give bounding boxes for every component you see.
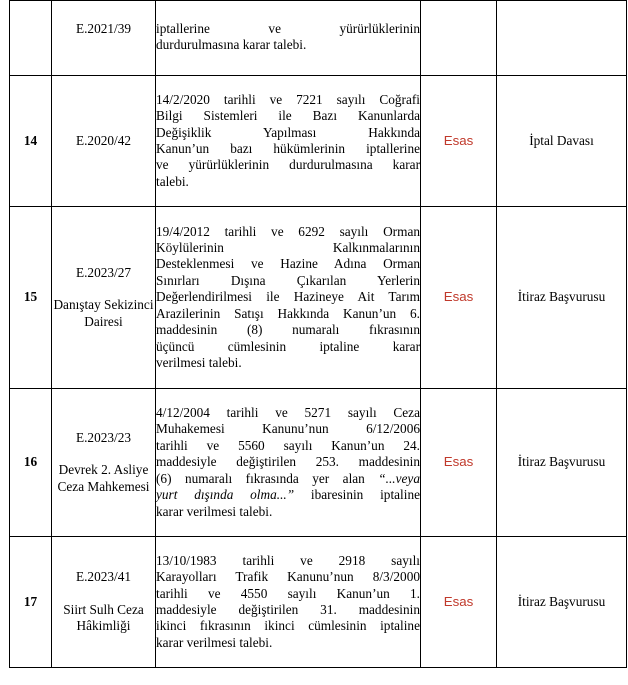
subject-cell <box>156 389 421 537</box>
status-cell: Esas <box>421 389 497 537</box>
subject-line: durdurulmasına karar talebi. <box>156 37 307 53</box>
subject-line: maddesiyle değiştirilen 253. maddesinin <box>156 454 420 470</box>
case-number: E.2023/23 <box>75 429 132 445</box>
court-name: Siirt Sulh Ceza Hâkimliği <box>63 601 144 634</box>
subject-line: 19/4/2012 tarihli ve 6292 sayılı Orman <box>156 223 420 239</box>
subject-line: Köylülerinin Kalkınmalarının <box>156 240 420 256</box>
case-cell <box>52 1 156 76</box>
row-number <box>10 1 52 76</box>
subject-line: maddesiyle değiştirilen 31. maddesinin <box>156 602 420 617</box>
status-cell: Esas <box>421 537 497 668</box>
case-type-cell: İtiraz Başvurusu <box>497 389 627 537</box>
subject-line: tarihli ve 4550 sayılı Kanun’un 1. <box>156 585 420 601</box>
subject-line: Bilgi Sistemleri ile Bazı Kanunlarda <box>156 108 420 124</box>
case-number: E.2020/42 <box>75 132 132 148</box>
case-type-cell: İptal Davası <box>497 76 627 207</box>
subject-line: Desteklenmesi ve Hazine Adına Orman <box>156 256 420 272</box>
subject-line: 14/2/2020 tarihli ve 7221 sayılı Coğrafi <box>156 91 420 107</box>
subject-line: karar verilmesi talebi. <box>156 503 273 519</box>
subject-line: Muhakemesi Kanunu’nun 6/12/2006 <box>156 421 420 437</box>
court-name: Danıştay Sekizinci Dairesi <box>53 297 154 329</box>
case-cell <box>52 537 156 668</box>
subject-line: maddesinin (8) numaralı fıkrasının <box>156 322 420 338</box>
subject-line: Değişiklik Yapılması Hakkında <box>156 124 420 140</box>
subject-line: Değerlendirilmesi ile Hazineye Ait Tarım <box>156 289 420 305</box>
status-cell <box>421 1 497 76</box>
subject-line: yurt dışında olma...” ibaresinin iptaline <box>156 487 420 503</box>
subject-line: talebi. <box>156 173 189 189</box>
case-number: E.2023/27 <box>75 264 132 280</box>
case-type-cell: İtiraz Başvurusu <box>497 537 627 668</box>
case-number: E.2023/41 <box>75 569 132 585</box>
subject-line: Arazilerinin Satışı Hakkında Kanun’un 6. <box>156 305 420 321</box>
subject-cell <box>156 207 421 389</box>
subject-line: Karayolları Trafik Kanunu’nun 8/3/2000 <box>156 569 420 585</box>
table-row <box>10 389 627 537</box>
subject-line: ikinci fıkrasının ikinci cümlesinin iptaline <box>156 618 420 634</box>
row-number: 16 <box>10 389 52 537</box>
row-number: 15 <box>10 207 52 389</box>
status-cell: Esas <box>421 207 497 389</box>
table-row <box>10 207 627 389</box>
table-row <box>10 1 627 76</box>
subject-line: Kanun’un bazı hükümlerinin iptallerine <box>156 141 420 156</box>
subject-line: üçüncü cümlesinin iptaline karar <box>156 338 420 354</box>
docket-table <box>9 0 627 668</box>
status-cell: Esas <box>421 76 497 207</box>
case-cell <box>52 76 156 207</box>
case-cell <box>52 389 156 537</box>
subject-line: verilmesi talebi. <box>156 354 242 370</box>
case-type-cell: İtiraz Başvurusu <box>497 207 627 389</box>
row-number: 14 <box>10 76 52 207</box>
table-row <box>10 537 627 668</box>
subject-cell <box>156 1 421 76</box>
case-type-cell <box>497 1 627 76</box>
case-cell <box>52 207 156 389</box>
subject-line: Sınırları Dışına Çıkarılan Yerlerin <box>156 272 420 288</box>
subject-cell <box>156 537 421 668</box>
subject-line: iptallerine ve yürürlüklerinin <box>156 21 420 36</box>
subject-line: 4/12/2004 tarihli ve 5271 sayılı Ceza <box>156 405 420 421</box>
subject-line: 13/10/1983 tarihli ve 2918 sayılı <box>156 552 420 568</box>
subject-line: ve yürürlüklerinin durdurulmasına karar <box>156 157 420 173</box>
subject-line: karar verilmesi talebi. <box>156 634 273 650</box>
row-number: 17 <box>10 537 52 668</box>
court-name: Devrek 2. Asliye Ceza Mahkemesi <box>57 462 150 494</box>
case-number: E.2021/39 <box>75 21 132 36</box>
subject-line: (6) numaralı fıkrasında yer alan “...veya <box>156 470 420 486</box>
subject-cell <box>156 76 421 207</box>
subject-line: tarihli ve 5560 sayılı Kanun’un 24. <box>156 437 420 453</box>
table-row <box>10 76 627 207</box>
